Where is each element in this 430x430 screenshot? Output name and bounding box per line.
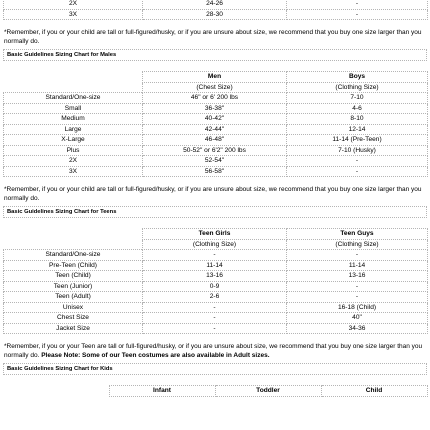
table-row (4, 114, 428, 125)
column-header: Child (321, 386, 427, 397)
header-row (4, 229, 428, 240)
size-cell: Teen (Junior) (4, 281, 143, 292)
value-cell: 28-30 (143, 9, 287, 20)
table-row (4, 313, 428, 324)
size-cell: Teen (Child) (4, 271, 143, 282)
sizing-note (4, 342, 426, 360)
size-cell: Medium (4, 114, 143, 125)
value-cell: 40" (287, 313, 428, 324)
size-cell: Chest Size (4, 313, 143, 324)
size-cell: Large (4, 124, 143, 135)
value-cell: 12-14 (287, 124, 428, 135)
table-row (4, 135, 428, 146)
column-header: Toddler (215, 386, 321, 397)
value-cell: - (143, 323, 287, 334)
value-cell: - (287, 0, 428, 9)
value-cell: 46" or 6' 200 lbs (143, 93, 287, 104)
header-row (3, 386, 427, 397)
table-row (4, 9, 428, 20)
size-cell: X-Large (4, 135, 143, 146)
table-row (4, 93, 428, 104)
value-cell: 52-54" (143, 156, 287, 167)
size-cell: 2X (4, 156, 143, 167)
value-cell: - (287, 156, 428, 167)
subheader-row (4, 239, 428, 250)
value-cell: - (143, 250, 287, 261)
value-cell: 8-10 (287, 114, 428, 125)
table-row (4, 124, 428, 135)
size-cell: Standard/One-size (4, 93, 143, 104)
table-row (4, 292, 428, 303)
table-row (4, 271, 428, 282)
value-cell: - (287, 250, 428, 261)
value-cell: 11-14 (287, 260, 428, 271)
value-cell: - (287, 166, 428, 177)
value-cell: 16-18 (Child) (287, 302, 428, 313)
value-cell: 36-38" (143, 103, 287, 114)
table-row (4, 302, 428, 313)
value-cell: 2-6 (143, 292, 287, 303)
table-row (4, 103, 428, 114)
size-cell: Unisex (4, 302, 143, 313)
table-row (4, 166, 428, 177)
size-cell: 3X (4, 166, 143, 177)
section-title-males: Basic Guidelines Sizing Chart for Males (3, 49, 427, 61)
table-row (4, 156, 428, 167)
size-cell: 3X (4, 9, 143, 20)
subheader-row (4, 82, 428, 93)
size-cell: Plus (4, 145, 143, 156)
value-cell: 7-10 (287, 93, 428, 104)
value-cell: 46-48" (143, 135, 287, 146)
table-row (4, 260, 428, 271)
value-cell: 13-16 (287, 271, 428, 282)
top-size-table (3, 0, 428, 20)
value-cell: 42-44" (143, 124, 287, 135)
value-cell: - (287, 281, 428, 292)
value-cell: 24-26 (143, 0, 287, 9)
table-row (4, 281, 428, 292)
kids-size-table (3, 385, 428, 397)
section-title-teens: Basic Guidelines Sizing Chart for Teens (3, 206, 427, 218)
sizing-note: *Remember, if you or your child are tall or full-figured/husky, or if you are unsure about size, we recommend that you buy one size larger than you normally do. (4, 29, 422, 45)
size-cell: Pre-Teen (Child) (4, 260, 143, 271)
column-header: Infant (109, 386, 215, 397)
note-bold-text: Please Note: Some of our Teen costumes are also available in Adult sizes. (41, 352, 270, 359)
value-cell: 34-36 (287, 323, 428, 334)
value-cell: 40-42" (143, 114, 287, 125)
value-cell: - (143, 302, 287, 313)
note-text: *Remember, if you or your Teen are tall or full-figured/husky, or if you are unsure about size, we recommend that you buy one size larger than you normally do. (4, 343, 423, 359)
column-subheader: (Clothing Size) (143, 239, 287, 250)
value-cell: - (287, 9, 428, 20)
value-cell: 11-14 (143, 260, 287, 271)
males-size-table (3, 71, 428, 177)
section-title-kids: Basic Guidelines Sizing Chart for Kids (3, 363, 427, 375)
size-cell: Jacket Size (4, 323, 143, 334)
size-cell: Teen (Adult) (4, 292, 143, 303)
value-cell: 7-10 (Husky) (287, 145, 428, 156)
value-cell: 56-58" (143, 166, 287, 177)
table-row (4, 0, 428, 9)
value-cell: 4-6 (287, 103, 428, 114)
value-cell: - (287, 292, 428, 303)
table-row (4, 250, 428, 261)
value-cell: 0-9 (143, 281, 287, 292)
sizing-note: *Remember, if you or your child are tall or full-figured/husky, or if you are unsure about size, we recommend that you buy one size larger than you normally do. (4, 186, 422, 202)
column-header: Men (143, 72, 287, 83)
column-subheader: (Clothing Size) (287, 82, 428, 93)
size-cell: 2X (4, 0, 143, 9)
value-cell: 11-14 (Pre-Teen) (287, 135, 428, 146)
header-row (4, 72, 428, 83)
table-row (4, 323, 428, 334)
table-row (4, 145, 428, 156)
column-header: Teen Girls (143, 229, 287, 240)
column-header: Boys (287, 72, 428, 83)
size-cell: Standard/One-size (4, 250, 143, 261)
column-subheader: (Clothing Size) (287, 239, 428, 250)
size-cell: Small (4, 103, 143, 114)
column-header: Teen Guys (287, 229, 428, 240)
value-cell: 13-16 (143, 271, 287, 282)
teens-size-table (3, 228, 428, 334)
column-subheader: (Chest Size) (143, 82, 287, 93)
value-cell: - (143, 313, 287, 324)
value-cell: 50-52" or 6'2" 200 lbs (143, 145, 287, 156)
